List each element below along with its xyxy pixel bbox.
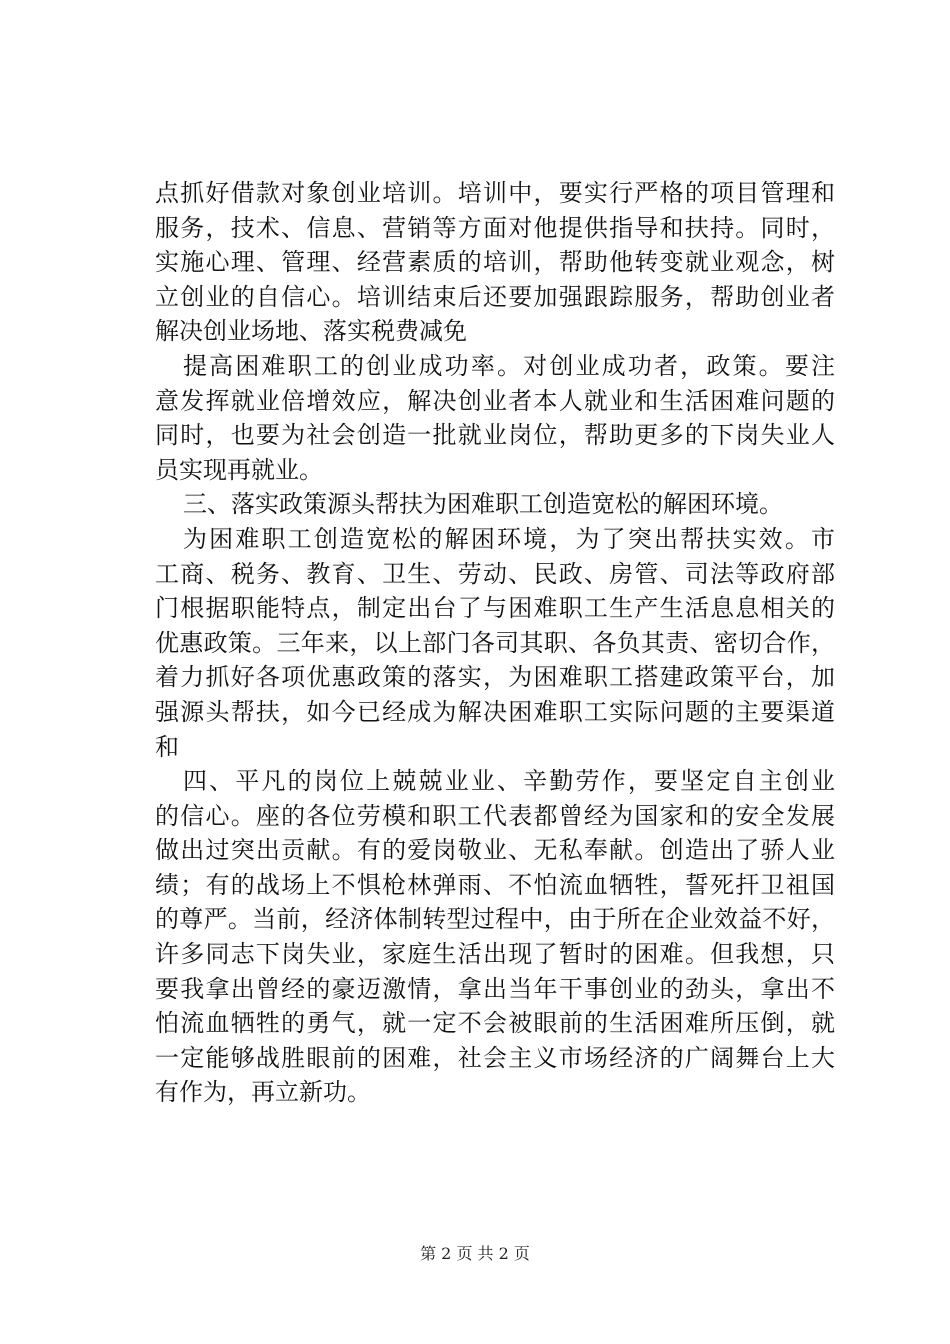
document-body [155, 176, 835, 1110]
text-line: 绩；有的战场上不惧枪林弹雨、不怕流血牺牲，誓死扞卫祖国 [155, 870, 835, 899]
text-line: 许多同志下岗失业，家庭生活出现了暂时的困难。但我想，只 [155, 940, 835, 969]
text-line: 一定能够战胜眼前的困难，社会主义市场经济的广阔舞台上大 [155, 1043, 835, 1072]
text-line: 立创业的自信心。培训结束后还要加强跟踪服务，帮助创业者 [155, 282, 835, 311]
text-line: 要我拿出曾经的豪迈激情，拿出当年干事创业的劲头，拿出不 [155, 974, 835, 1003]
text-line: 强源头帮扶，如今已经成为解决困难职工实际问题的主要渠道 [155, 697, 835, 726]
text-line: 解决创业场地、落实税费减免 [155, 317, 467, 346]
text-line: 有作为，再立新功。 [155, 1078, 371, 1107]
text-line: 做出过突出贡献。有的爱岗敬业、无私奉献。创造出了骄人业 [155, 836, 835, 865]
page-number-footer: 第 2 页 共 2 页 [420, 1244, 530, 1263]
text-line: 怕流血牺牲的勇气，就一定不会被眼前的生活困难所压倒，就 [155, 1009, 835, 1038]
text-line: 和 [155, 732, 179, 761]
text-line: 的信心。座的各位劳模和职工代表都曾经为国家和的安全发展 [155, 801, 835, 830]
text-line: 为困难职工创造宽松的解困环境，为了突出帮扶实效。市 [183, 524, 835, 553]
text-line: 意发挥就业倍增效应，解决创业者本人就业和生活困难问题的 [155, 386, 835, 415]
text-line: 实施心理、管理、经营素质的培训，帮助他转变就业观念，树 [155, 248, 835, 277]
text-line: 四、平凡的岗位上兢兢业业、辛勤劳作，要坚定自主创业 [183, 767, 835, 796]
section-heading: 三、落实政策源头帮扶为困难职工创造宽松的解困环境。 [183, 490, 783, 519]
text-line: 点抓好借款对象创业培训。培训中，要实行严格的项目管理和 [155, 179, 835, 207]
text-line: 员实现再就业。 [155, 455, 323, 484]
text-line: 提高困难职工的创业成功率。对创业成功者，政策。要注 [183, 351, 835, 380]
text-line: 着力抓好各项优惠政策的落实，为困难职工搭建政策平台，加 [155, 663, 835, 692]
text-line: 优惠政策。三年来，以上部门各司其职、各负其责、密切合作， [155, 628, 835, 657]
text-line: 门根据职能特点，制定出台了与困难职工生产生活息息相关的 [155, 594, 835, 623]
text-line: 的尊严。当前，经济体制转型过程中，由于所在企业效益不好， [155, 905, 835, 934]
text-line: 同时，也要为社会创造一批就业岗位，帮助更多的下岗失业人 [155, 421, 835, 450]
text-line: 工商、税务、教育、卫生、劳动、民政、房管、司法等政府部 [155, 559, 835, 588]
text-line: 服务，技术、信息、营销等方面对他提供指导和扶持。同时， [155, 213, 835, 242]
